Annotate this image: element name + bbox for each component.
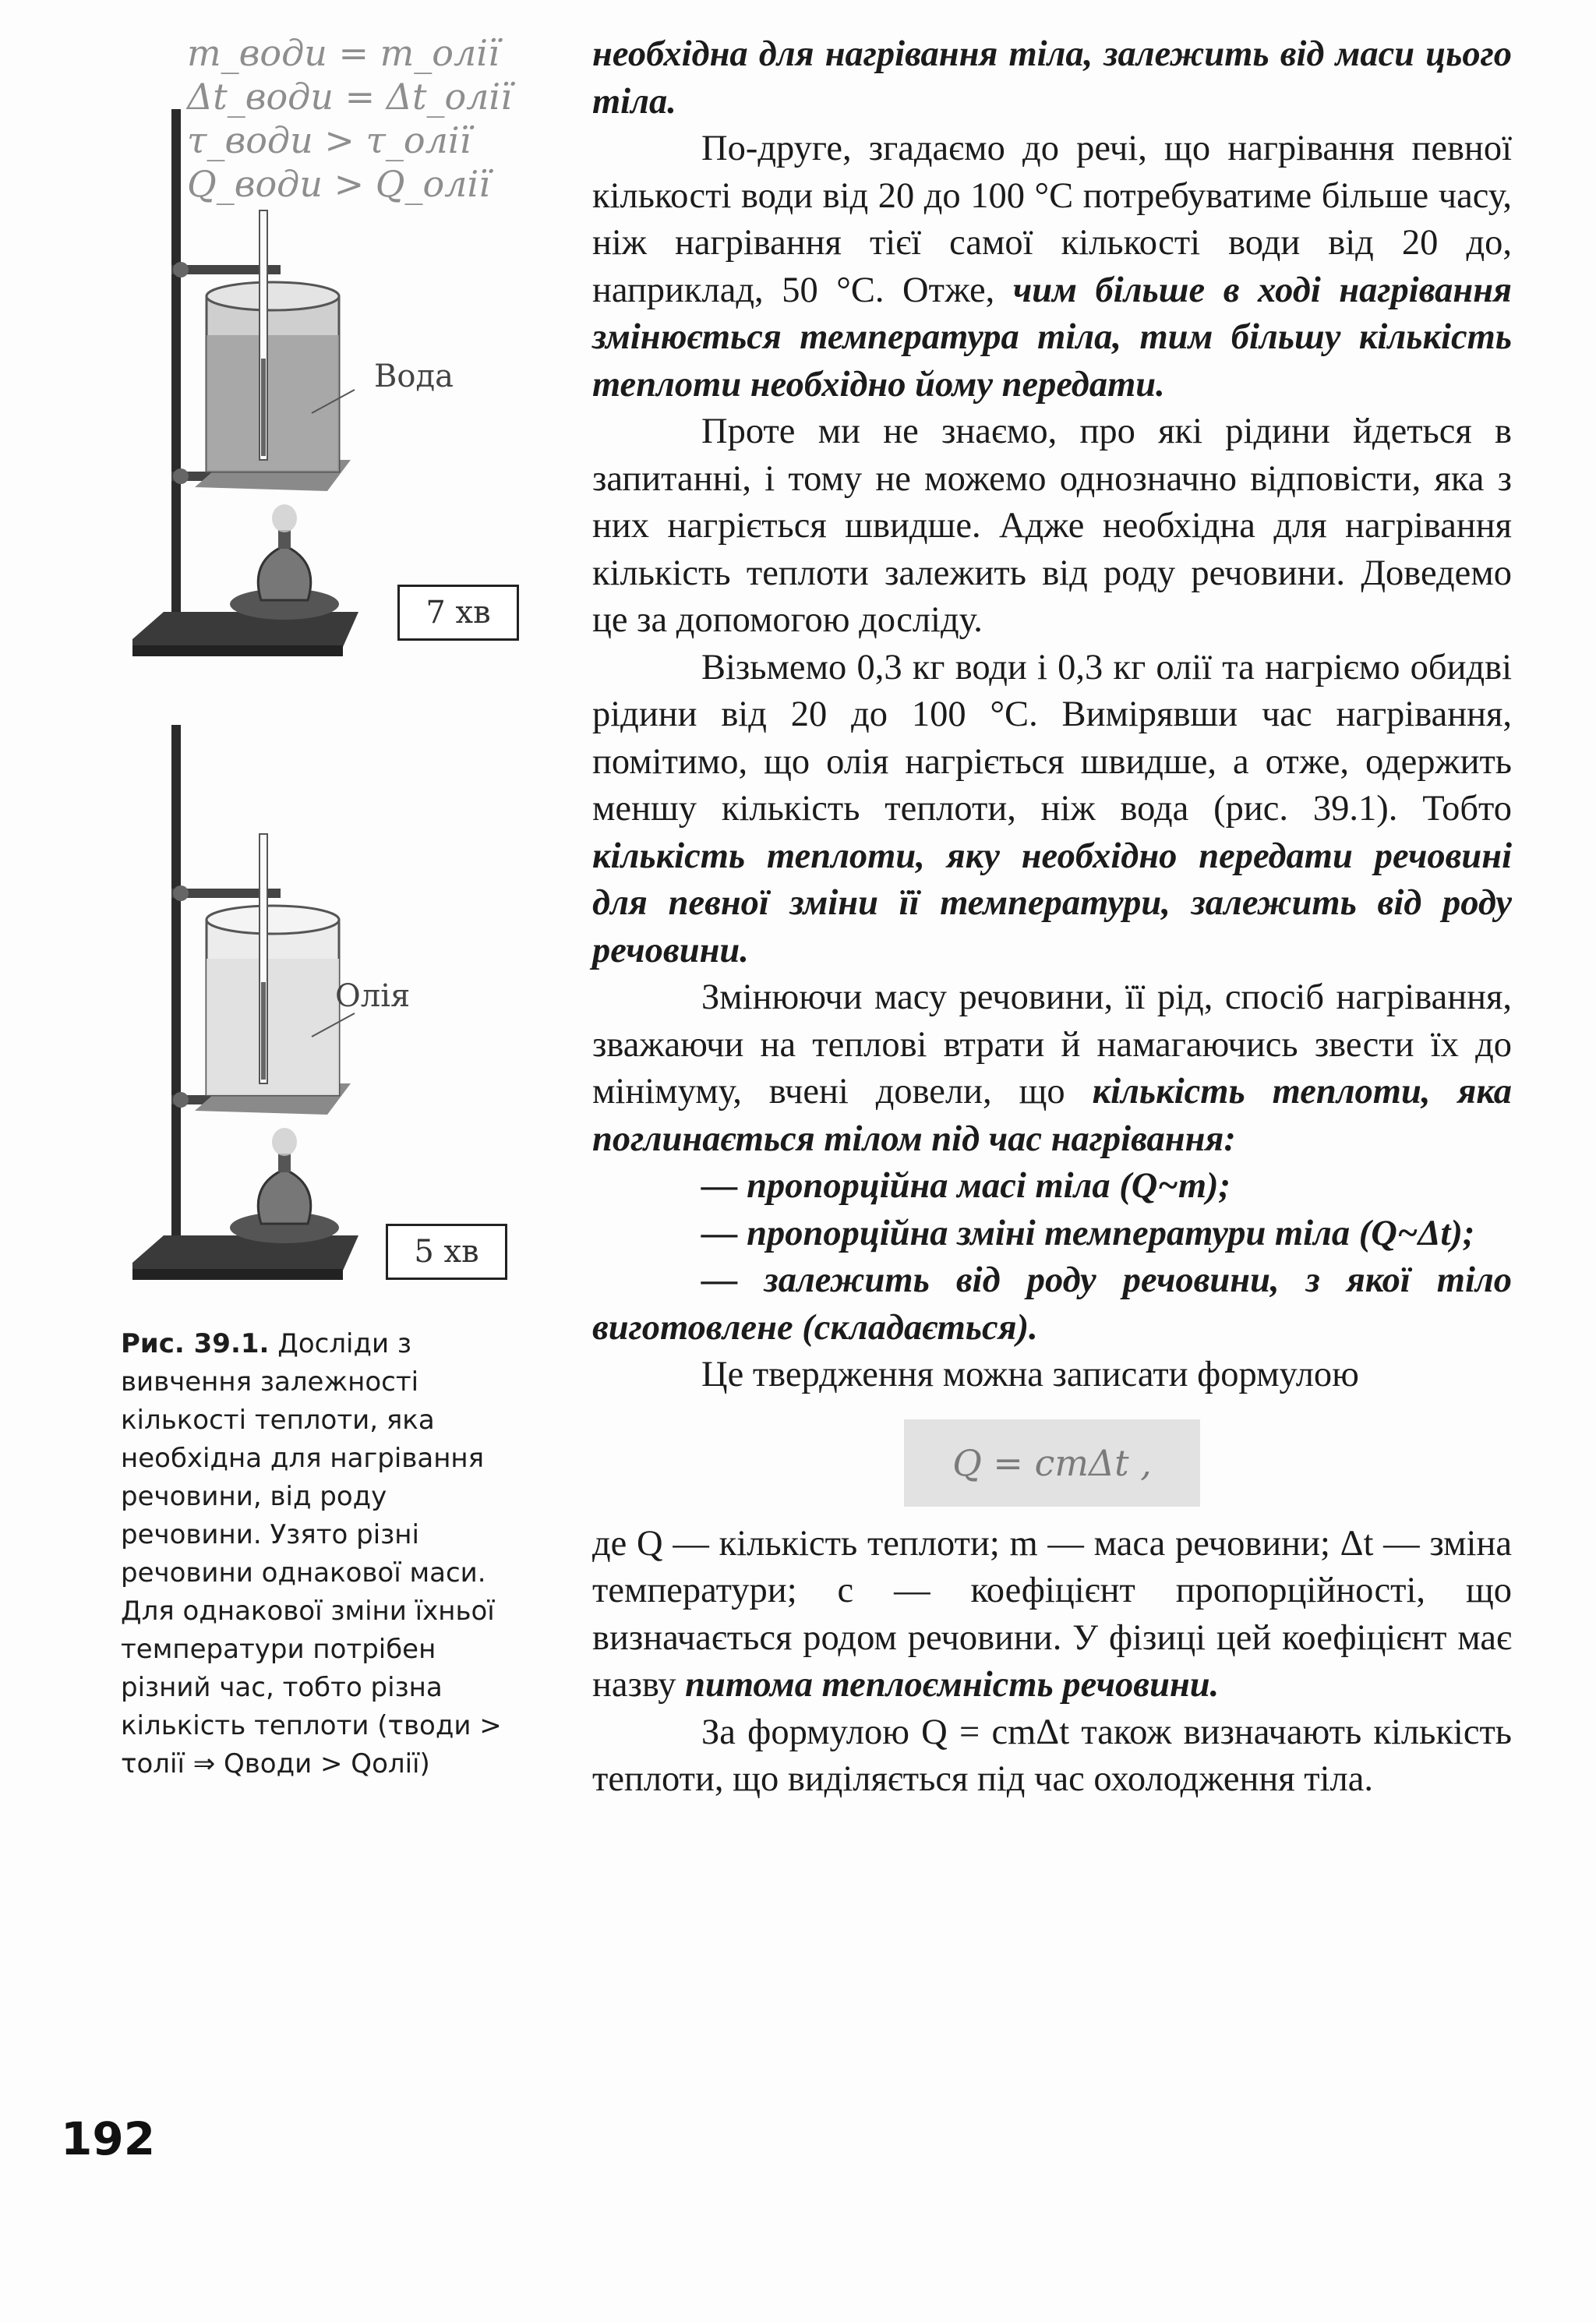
- water-apparatus-illustration: [117, 31, 522, 655]
- paragraph-continued: необхідна для нагрівання тіла, залежить від маси цього тіла.: [592, 34, 1512, 122]
- paragraph-liquids: Проте ми не знаємо, про які рідини йдеться в запитанні, і тому не можемо однозначно відповісти, яка з них нагріється швидше. Адже необхідна для нагрівання кількість теплоти залежить від роду речовини. Доведемо це за допомогою досліду.: [592, 412, 1512, 640]
- oil-apparatus-illustration: [117, 717, 522, 1278]
- paragraph-temperature: По-друге, згадаємо до речі, що нагрівання певної кількості води від 20 до 100 °С потребуватиме більше часу, ніж нагрівання тієї самої кількості води від 20 до, наприклад, 50 °С. Отже, чим більше в ході нагрівання змінюється температура тіла, тим більшу кількість теплоти необхідно йому передати.: [592, 129, 1512, 405]
- paragraph-definitions: де Q — кількість теплоти; m — маса речовини; Δt — зміна температури; c — коефіцієнт пропорційності, що визначається родом речовини. У фізиці цей коефіцієнт має назву питома теплоємність речовини.: [592, 1523, 1512, 1705]
- oil-time-box: 5 хв: [386, 1224, 507, 1280]
- paragraph-experiment: Візьмемо 0,3 кг води і 0,3 кг олії та нагріємо обидві рідини від 20 до 100 °С. Вимірявши час нагрівання, помітимо, що олія нагріється швидше, а отже, одержить меншу кількість теплоти, ніж вода (рис. 39.1). Тобто кількість теплоти, яку необхідно передати речовині для певної зміни її температури, залежить від роду речовини.: [592, 647, 1512, 970]
- heat-formula: Q = cmΔt ,: [904, 1419, 1200, 1507]
- caption-relation: (τводи > τолії ⇒ Qводи > Qолії): [121, 1710, 502, 1779]
- paragraph-scientists: Змінюючи масу речовини, її рід, спосіб нагрівання, зважаючи на теплові втрати й намагаючись звести їх до мінімуму, вчені довели, що кількість теплоти, яка поглинається тілом під час нагрівання:: [592, 977, 1512, 1159]
- main-text: [592, 31, 1512, 1804]
- paragraph-formula-intro: Це твердження можна записати формулою: [701, 1355, 1359, 1394]
- oil-label: Олія: [335, 978, 411, 1014]
- figure-caption: [121, 1325, 526, 1783]
- bullet-temperature: — пропорційна зміні температури тіла (Q~Δt);: [701, 1213, 1475, 1253]
- caption-text: Досліди з вивчення залежності кількості теплоти, яка необхідна для нагрівання речовини, від роду речовини. Узято різні речовини однакової маси. Для однакової зміни їхньої температури потрібен різний час, тобто різна кількість теплоти: [121, 1328, 495, 1741]
- formula-temp-change: Δt_води = Δt_олії: [187, 76, 512, 118]
- formula-mass: m_води = m_олії: [187, 32, 500, 74]
- water-heating-figure: [117, 31, 522, 655]
- oil-heating-figure: [117, 717, 522, 1278]
- formula-heat: Q_води > Q_олії: [187, 163, 490, 205]
- page-number: 192: [61, 2112, 156, 2165]
- bullet-mass: — пропорційна масі тіла (Q~m);: [701, 1166, 1231, 1206]
- paragraph-cooling: За формулою Q = cmΔt також визначають кількість теплоти, що виділяється під час охолодження тіла.: [592, 1712, 1512, 1799]
- water-time-box: 7 хв: [397, 585, 519, 641]
- water-label: Вода: [374, 359, 454, 394]
- bullet-substance: — залежить від роду речовини, з якої тіло виготовлене (складається).: [592, 1260, 1512, 1348]
- formula-time: τ_води > τ_олії: [187, 119, 471, 161]
- caption-number: Рис. 39.1.: [121, 1328, 270, 1359]
